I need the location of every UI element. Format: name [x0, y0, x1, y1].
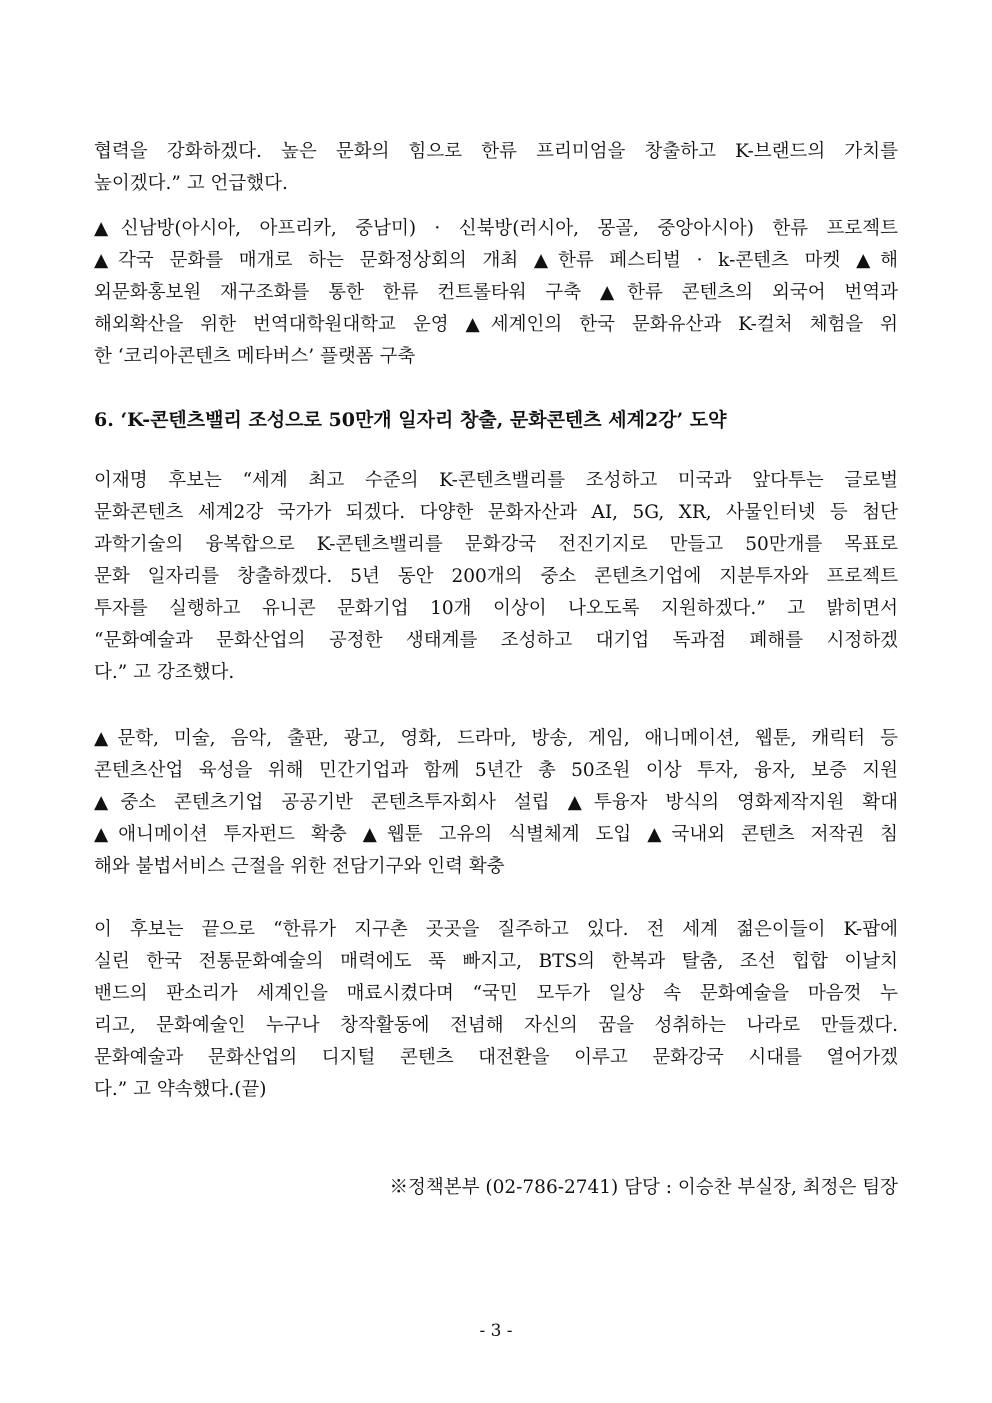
paragraph-3 — [94, 465, 898, 689]
text-line: ▲신남방(아시아, 아프리카, 중남미) · 신북방(러시아, 몽골, 중앙아시아) 한류 프로젝트 — [94, 218, 898, 239]
text-line: 높이겠다.” 고 언급했다. — [94, 173, 288, 194]
text-line: 해와 불법서비스 근절을 위한 전담기구와 인력 확충 — [94, 856, 505, 877]
text-line: 과학기술의 융복합으로 K-콘텐츠밸리를 문화강국 전진기지로 만들고 50만개를 목표로 — [94, 534, 898, 555]
text-line: “문화예술과 문화산업의 공정한 생태계를 조성하고 대기업 독과점 폐해를 시정하겠 — [94, 630, 898, 651]
text-line: 문화콘텐츠 세계2강 국가가 되겠다. 다양한 문화자산과 AI, 5G, XR, 사물인터넷 등 첨단 — [94, 502, 898, 523]
text-line: ▲애니메이션 투자펀드 확충 ▲웹툰 고유의 식별체계 도입 ▲국내외 콘텐츠 저작권 침 — [94, 824, 898, 845]
text-line: 이 후보는 끝으로 “한류가 지구촌 곳곳을 질주하고 있다. 전 세계 젊은이들이 K-팝에 — [94, 919, 898, 940]
text-line: 리고, 문화예술인 누구나 창작활동에 전념해 자신의 꿈을 성취하는 나라로 만들겠다. — [94, 1015, 898, 1036]
text-line: ▲중소 콘텐츠기업 공공기반 콘텐츠투자회사 설립 ▲투융자 방식의 영화제작지원 확대 — [94, 792, 898, 813]
text-line: 투자를 실행하고 유니콘 문화기업 10개 이상이 나오도록 지원하겠다.” 고 밝히면서 — [94, 598, 898, 619]
text-line: 실린 한국 전통문화예술의 매력에도 푹 빠지고, BTS의 한복과 탈춤, 조선 힙합 이날치 — [94, 951, 898, 972]
text-line: 다.” 고 약속했다.(끝) — [94, 1079, 267, 1100]
text-line: 한 ‘코리아콘텐츠 메타버스’ 플랫폼 구축 — [94, 346, 416, 367]
page-number: - 3 - — [479, 1321, 513, 1341]
text-line: 다.” 고 강조했다. — [94, 662, 235, 683]
section-heading: 6. ‘K-콘텐츠밸리 조성으로 50만개 일자리 창출, 문화콘텐츠 세계2강’ 도약 — [94, 409, 727, 431]
paragraph-5 — [94, 914, 898, 1106]
paragraph-1 — [94, 136, 898, 200]
paragraph-4-bullets — [94, 723, 898, 883]
text-line: 협력을 강화하겠다. 높은 문화의 힘으로 한류 프리미엄을 창출하고 K-브랜드의 가치를 — [94, 141, 898, 162]
text-line: 해외확산을 위한 번역대학원대학교 운영 ▲세계인의 한국 문화유산과 K-컬처 체험을 위 — [94, 314, 898, 335]
text-line: 콘텐츠산업 육성을 위해 민간기업과 함께 5년간 총 50조원 이상 투자, 융자, 보증 지원 — [94, 760, 898, 781]
contact-info: ※정책본부 (02-786-2741) 담당 : 이승찬 부실장, 최정은 팀장 — [389, 1177, 898, 1198]
text-line: 외문화홍보원 재구조화를 통한 한류 컨트롤타워 구축 ▲한류 콘텐츠의 외국어 번역과 — [94, 282, 898, 303]
text-line: ▲문학, 미술, 음악, 출판, 광고, 영화, 드라마, 방송, 게임, 애니메이션, 웹툰, 캐릭터 등 — [94, 728, 898, 749]
text-line: 밴드의 판소리가 세계인을 매료시켰다며 “국민 모두가 일상 속 문화예술을 마음껏 누 — [94, 983, 898, 1004]
paragraph-2-bullets — [94, 213, 898, 373]
text-line: 문화 일자리를 창출하겠다. 5년 동안 200개의 중소 콘텐츠기업에 지분투자와 프로젝트 — [94, 566, 898, 587]
text-line: 이재명 후보는 “세계 최고 수준의 K-콘텐츠밸리를 조성하고 미국과 앞다투는 글로벌 — [94, 470, 898, 491]
text-line: ▲각국 문화를 매개로 하는 문화정상회의 개최 ▲한류 페스티벌 · k-콘텐츠 마켓 ▲해 — [94, 250, 898, 271]
text-line: 문화예술과 문화산업의 디지털 콘텐츠 대전환을 이루고 문화강국 시대를 열어가겠 — [94, 1047, 898, 1068]
